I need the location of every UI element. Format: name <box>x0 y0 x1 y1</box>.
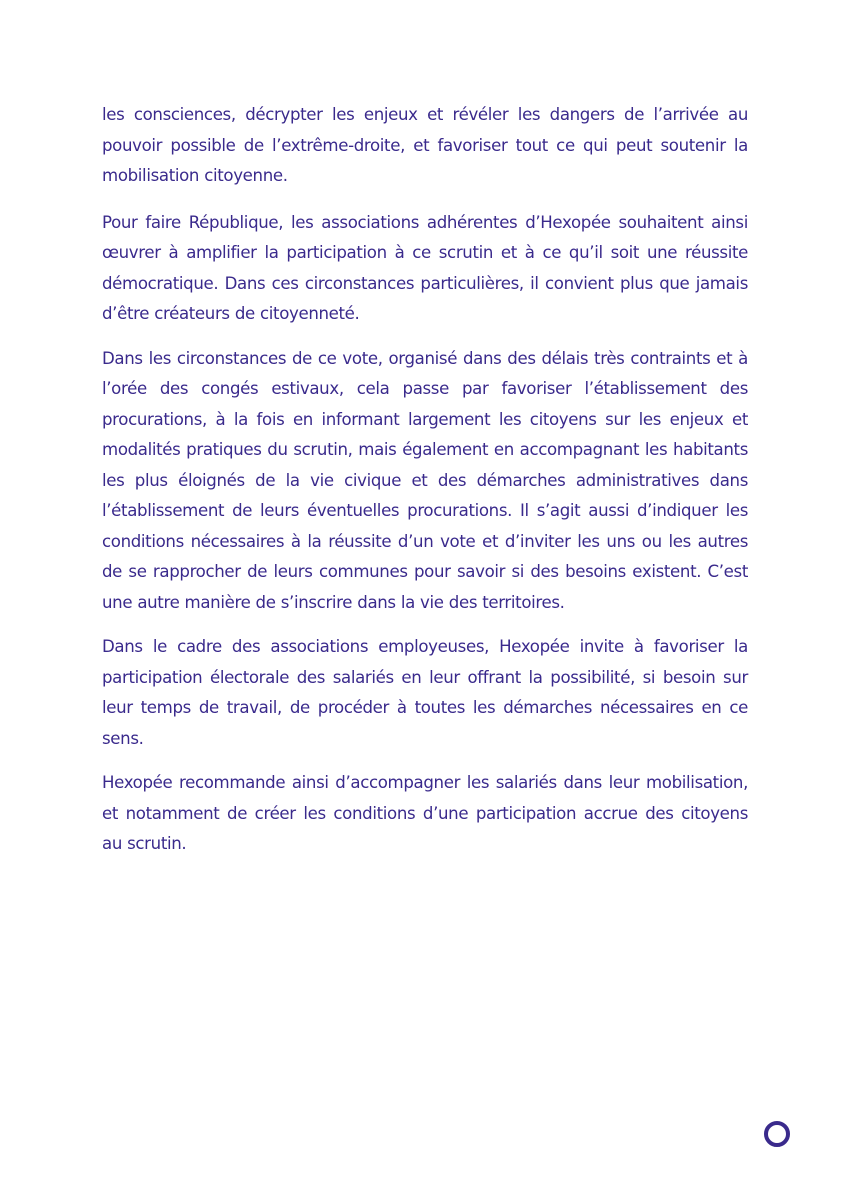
document-body <box>102 100 748 874</box>
paragraph-3: Dans les circonstances de ce vote, organisé dans des délais très contraints et à l’orée des congés estivaux, cela passe par favoriser l’établissement des procurations, à la fois en informant largement les citoyens sur les enjeux et modalités pratiques du scrutin, mais également en accompagnant les habitants les plus éloignés de la vie civique et des démarches administratives dans l’établissement de leurs éventuelles procurations. Il s’agit aussi d’indiquer les conditions nécessaires à la réussite d’un vote et d’inviter les uns ou les autres de se rapprocher de leurs communes pour savoir si des besoins existent. C’est une autre manière de s’inscrire dans la vie des territoires. <box>102 348 748 612</box>
ring-icon <box>764 1121 790 1147</box>
paragraph-2: Pour faire République, les associations adhérentes d’Hexopée souhaitent ainsi œuvrer à amplifier la participation à ce scrutin et à ce qu’il soit une réussite démocratique. Dans ces circonstances particulières, il convient plus que jamais d’être créateurs de citoyenneté. <box>102 212 748 323</box>
paragraph-1: les consciences, décrypter les enjeux et révéler les dangers de l’arrivée au pouvoir possible de l’extrême-droite, et favoriser tout ce qui peut soutenir la mobilisation citoyenne. <box>102 105 748 185</box>
paragraph-4: Dans le cadre des associations employeuses, Hexopée invite à favoriser la participation électorale des salariés en leur offrant la possibilité, si besoin sur leur temps de travail, de procéder à toutes les démarches nécessaires en ce sens. <box>102 637 748 748</box>
paragraph-5: Hexopée recommande ainsi d’accompagner les salariés dans leur mobilisation, et notamment de créer les conditions d’une participation accrue des citoyens au scrutin. <box>102 773 748 853</box>
